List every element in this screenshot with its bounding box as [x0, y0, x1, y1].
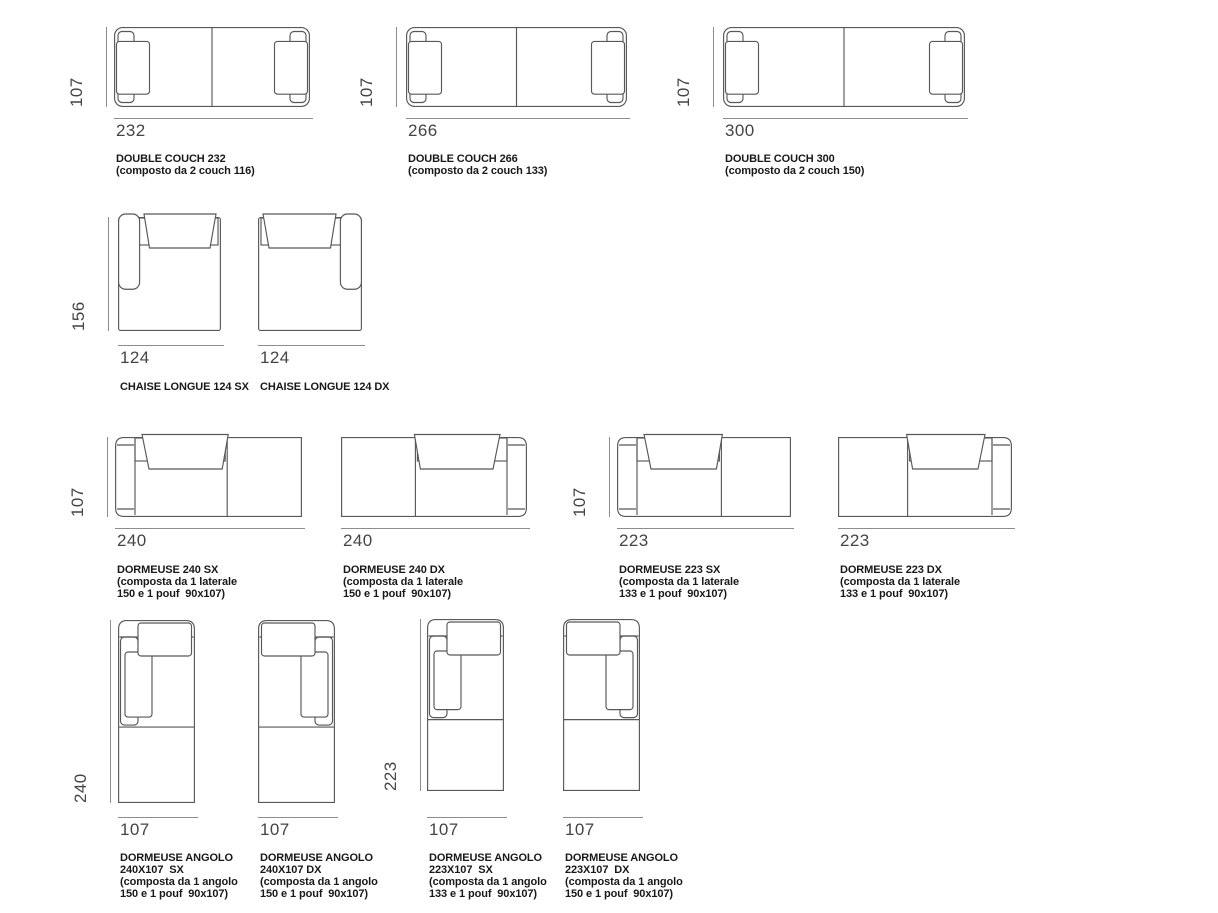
- back-cushion: [414, 435, 500, 470]
- width-dim-line: [838, 528, 1015, 529]
- width-dim-line: [115, 528, 305, 529]
- width-dim-line: [118, 817, 198, 818]
- height-dim-label: 107: [67, 77, 86, 107]
- title-line: 150 e 1 pouf 90x107): [120, 888, 228, 900]
- title-line: (composta da 1 angolo: [120, 876, 238, 888]
- armrest-cushion: [592, 41, 625, 94]
- width-dim-line: [723, 118, 968, 119]
- title-line: (composta da 1 angolo: [565, 876, 683, 888]
- title-line: 133 e 1 pouf 90x107): [619, 588, 727, 600]
- armrest-cushion: [117, 41, 150, 94]
- title-line: DORMEUSE ANGOLO: [260, 852, 373, 864]
- title-line: DOUBLE COUCH 232: [116, 153, 226, 165]
- width-dim-line: [427, 817, 507, 818]
- armrest: [340, 214, 361, 289]
- title-line: 240X107 SX: [120, 864, 184, 876]
- seat-cushion: [606, 651, 633, 710]
- diagram-title: [120, 852, 238, 900]
- title-line: 223X107 SX: [429, 864, 493, 876]
- width-dim-label: 223: [840, 531, 870, 550]
- width-dim-line: [118, 345, 224, 346]
- title-line: (composto da 2 couch 150): [725, 165, 865, 177]
- width-dim-label: 107: [429, 820, 459, 839]
- diagram-title: [429, 852, 547, 900]
- title-line: DORMEUSE 223 SX: [619, 564, 721, 576]
- title-line: (composta da 1 angolo: [260, 876, 378, 888]
- diagram-title: [619, 564, 739, 600]
- diagram-title: [725, 153, 864, 177]
- height-dim-label: 107: [357, 77, 376, 107]
- diagram-title: [840, 564, 960, 600]
- height-dim-label-wrap: [381, 619, 419, 791]
- height-dim-line: [110, 620, 111, 803]
- title-line: 133 e 1 pouf 90x107): [840, 588, 948, 600]
- armrest-cushion: [409, 41, 442, 94]
- title-line: DORMEUSE 223 DX: [840, 564, 942, 576]
- width-dim-label: 223: [619, 531, 649, 550]
- width-dim-line: [258, 345, 365, 346]
- width-dim-label: 124: [120, 348, 150, 367]
- diagram-title: [120, 381, 249, 393]
- diagram-dormeuse-223-dx: [832, 431, 1018, 523]
- width-dim-label: 232: [116, 121, 146, 140]
- title-line: (composto da 2 couch 133): [408, 165, 548, 177]
- back-cushion: [144, 214, 216, 248]
- diagram-dormeuse-240-dx: [335, 431, 533, 523]
- title-line: (composta da 1 angolo: [429, 876, 547, 888]
- width-dim-label: 107: [260, 820, 290, 839]
- width-dim-label: 240: [343, 531, 373, 550]
- height-dim-label: 223: [381, 761, 400, 791]
- diagram-double-couch-300: [717, 21, 971, 113]
- width-dim-line: [258, 817, 338, 818]
- width-dim-label: 240: [117, 531, 147, 550]
- armrest: [119, 214, 140, 289]
- back-cushion: [263, 214, 336, 248]
- diagram-dormeuse-240-sx: [109, 431, 308, 523]
- diagram-dormeuse-angolo-240x107-dx: [252, 614, 341, 809]
- height-dim-label: 156: [69, 301, 88, 331]
- back-cushion: [567, 622, 621, 655]
- title-line: 150 e 1 pouf 90x107): [343, 588, 451, 600]
- title-line: DORMEUSE ANGOLO: [429, 852, 542, 864]
- title-line: 150 e 1 pouf 90x107): [260, 888, 368, 900]
- title-line: (composto da 2 couch 116): [116, 165, 255, 177]
- back-cushion: [138, 623, 192, 656]
- width-dim-line: [114, 118, 313, 119]
- height-dim-line: [107, 437, 108, 517]
- diagram-dormeuse-angolo-240x107-sx: [112, 614, 201, 809]
- armrest-cushion: [930, 41, 963, 94]
- height-dim-label-wrap: [69, 217, 107, 331]
- width-dim-label: 300: [725, 121, 755, 140]
- height-dim-label: 240: [71, 773, 90, 803]
- height-dim-line: [420, 619, 421, 791]
- title-line: 240X107 DX: [260, 864, 322, 876]
- title-line: DORMEUSE ANGOLO: [565, 852, 678, 864]
- title-line: DORMEUSE 240 DX: [343, 564, 445, 576]
- title-line: CHAISE LONGUE 124 DX: [260, 381, 390, 393]
- title-line: 223X107 DX: [565, 864, 630, 876]
- diagram-chaise-longue-124-dx: [252, 211, 368, 337]
- height-dim-label: 107: [674, 77, 693, 107]
- height-dim-label-wrap: [71, 620, 109, 803]
- seat-cushion: [301, 652, 328, 717]
- width-dim-label: 124: [260, 348, 290, 367]
- title-line: DORMEUSE ANGOLO: [120, 852, 233, 864]
- diagram-double-couch-266: [400, 21, 633, 113]
- title-line: 150 e 1 pouf 90x107): [117, 588, 225, 600]
- diagram-title: [565, 852, 683, 900]
- title-line: (composta da 1 laterale: [343, 576, 463, 588]
- armrest-cushion: [275, 41, 308, 94]
- title-line: (composta da 1 laterale: [117, 576, 237, 588]
- diagram-dormeuse-223-sx: [611, 431, 797, 523]
- diagram-title: [116, 153, 255, 177]
- width-dim-label: 266: [408, 121, 438, 140]
- back-cushion: [644, 435, 722, 470]
- title-line: (composta da 1 laterale: [840, 576, 960, 588]
- diagram-chaise-longue-124-sx: [112, 211, 227, 337]
- height-dim-line: [108, 217, 109, 331]
- height-dim-label: 107: [68, 487, 87, 517]
- height-dim-label-wrap: [67, 27, 105, 107]
- width-dim-label: 107: [565, 820, 595, 839]
- back-cushion: [447, 622, 501, 655]
- diagram-title: [260, 852, 378, 900]
- height-dim-line: [713, 27, 714, 107]
- width-dim-line: [406, 118, 630, 119]
- width-dim-line: [341, 528, 530, 529]
- title-line: 133 e 1 pouf 90x107): [429, 888, 537, 900]
- height-dim-line: [396, 27, 397, 107]
- height-dim-label: 107: [570, 487, 589, 517]
- diagram-title: [408, 153, 547, 177]
- diagram-dormeuse-angolo-223x107-sx: [421, 613, 510, 797]
- back-cushion: [907, 435, 985, 470]
- title-line: DOUBLE COUCH 266: [408, 153, 518, 165]
- width-dim-line: [617, 528, 794, 529]
- height-dim-line: [106, 27, 107, 107]
- title-line: DORMEUSE 240 SX: [117, 564, 219, 576]
- diagram-title: [343, 564, 463, 600]
- height-dim-line: [609, 437, 610, 517]
- armrest-cushion: [726, 41, 759, 94]
- title-line: CHAISE LONGUE 124 SX: [120, 381, 249, 393]
- title-line: 150 e 1 pouf 90x107): [565, 888, 673, 900]
- width-dim-label: 107: [120, 820, 150, 839]
- diagram-dormeuse-angolo-223x107-dx: [557, 613, 646, 797]
- height-dim-label-wrap: [674, 27, 712, 107]
- title-line: DOUBLE COUCH 300: [725, 153, 835, 165]
- diagram-title: [260, 381, 389, 393]
- seat-cushion: [125, 652, 152, 717]
- diagram-double-couch-232: [108, 21, 316, 113]
- title-line: (composta da 1 laterale: [619, 576, 739, 588]
- height-dim-label-wrap: [68, 437, 106, 517]
- height-dim-label-wrap: [570, 437, 608, 517]
- height-dim-label-wrap: [357, 27, 395, 107]
- seat-cushion: [434, 651, 461, 710]
- back-cushion: [262, 623, 316, 656]
- back-cushion: [142, 435, 228, 470]
- diagram-title: [117, 564, 237, 600]
- width-dim-line: [563, 817, 643, 818]
